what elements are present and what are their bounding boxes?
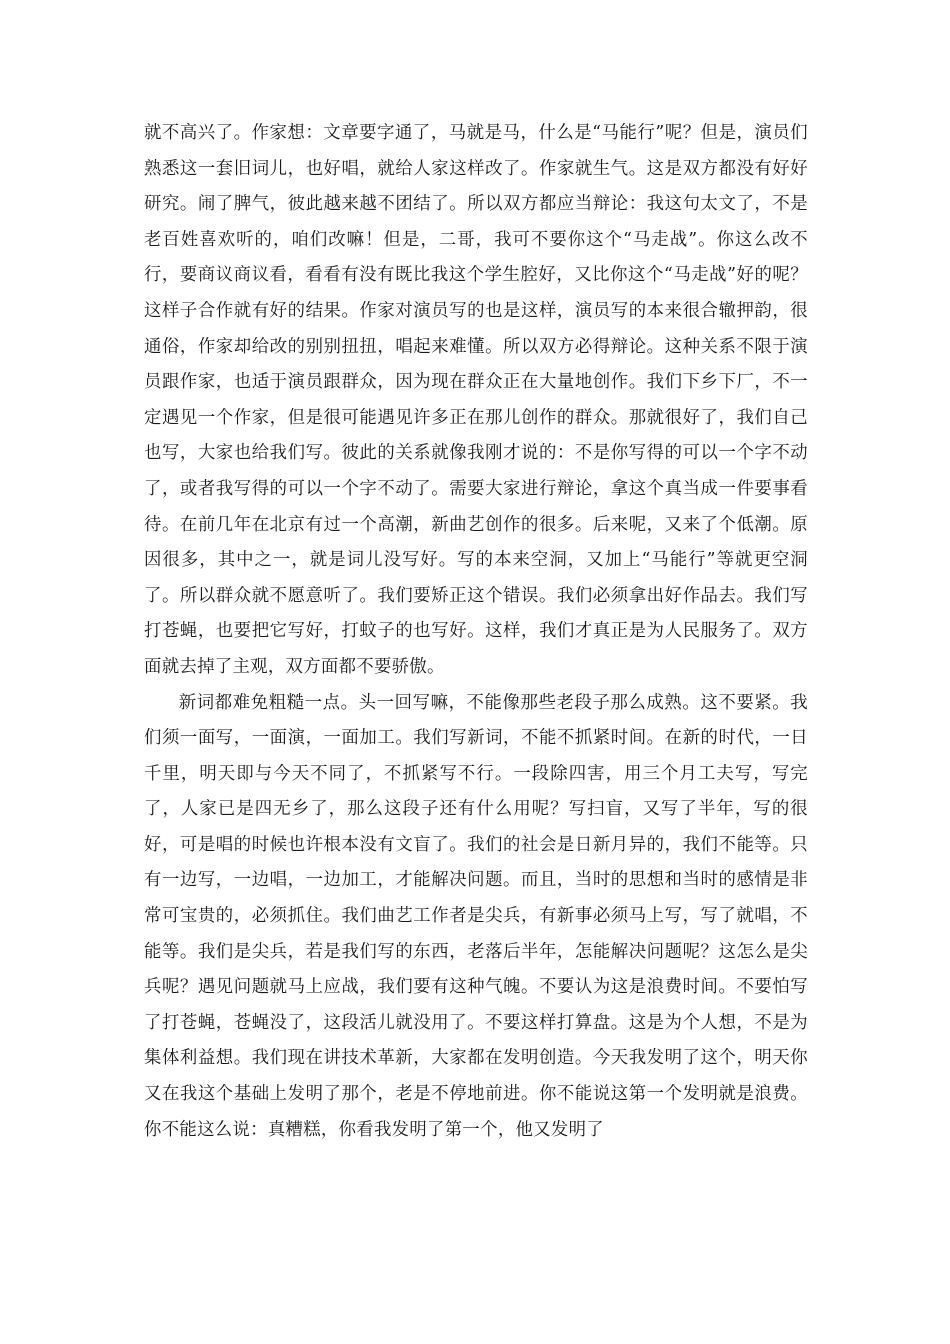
body-text xyxy=(144,116,808,1148)
paragraph-2: 新词都难免粗糙一点。头一回写嘛，不能像那些老段子那么成熟。这不要紧。我们须一面写，一面演，一面加工。我们写新词，不能不抓紧时间。在新的时代，一日千里，明天即与今天不同了，不抓紧写不行。一段除四害，用三个月工夫写，写完了，人家已是四无乡了，那么这段子还有什么用呢？写扫盲，又写了半年，写的很好，可是唱的时候也许根本没有文盲了。我们的社会是日新月异的，我们不能等。只有一边写，一边唱，一边加工，才能解决问题。而且，当时的思想和当时的感情是非常可宝贵的，必须抓住。我们曲艺工作者是尖兵，有新事必须马上写，写了就唱，不能等。我们是尖兵，若是我们写的东西，老落后半年，怎能解决问题呢？这怎么是尖兵呢？遇见问题就马上应战，我们要有这种气魄。不要认为这是浪费时间。不要怕写了打苍蝇，苍蝇没了，这段活儿就没用了。不要这样打算盘。这是为个人想，不是为集体利益想。我们现在讲技术革新，大家都在发明创造。今天我发明了这个，明天你又在我这个基础上发明了那个，老是不停地前进。你不能说这第一个发明就是浪费。你不能这么说：真糟糕，你看我发明了第一个，他又发明了 xyxy=(144,692,808,1140)
paragraph-1: 就不高兴了。作家想：文章要字通了，马就是马，什么是“马能行”呢？但是，演员们熟悉这一套旧词儿，也好唱，就给人家这样改了。作家就生气。这是双方都没有好好研究。闹了脾气，彼此越来越不团结了。所以双方都应当辩论：我这句太文了，不是老百姓喜欢听的，咱们改嘛！但是，二哥，我可不要你这个“马走战”。你这么改不行，要商议商议看，看看有没有既比我这个学生腔好，又比你这个“马走战”好的呢？这样子合作就有好的结果。作家对演员写的也是这样，演员写的本来很合辙押韵，很通俗，作家却给改的别别扭扭，唱起来难懂。所以双方必得辩论。这种关系不限于演员跟作家，也适于演员跟群众，因为现在群众正在大量地创作。我们下乡下厂，不一定遇见一个作家，但是很可能遇见许多正在那儿创作的群众。那就很好了，我们自己也写，大家也给我们写。彼此的关系就像我刚才说的：不是你写得的可以一个字不动了，或者我写得的可以一个字不动了。需要大家进行辩论，拿这个真当成一件要事看待。在前几年在北京有过一个高潮，新曲艺创作的很多。后来呢，又来了个低潮。原因很多，其中之一，就是词儿没写好。写的本来空洞，又加上“马能行”等就更空洞了。所以群众就不愿意听了。我们要矫正这个错误。我们必须拿出好作品去。我们写打苍蝇，也要把它写好，打蚊子的也写好。这样，我们才真正是为人民服务了。双方面就去掉了主观，双方面都不要骄傲。 xyxy=(144,123,808,677)
